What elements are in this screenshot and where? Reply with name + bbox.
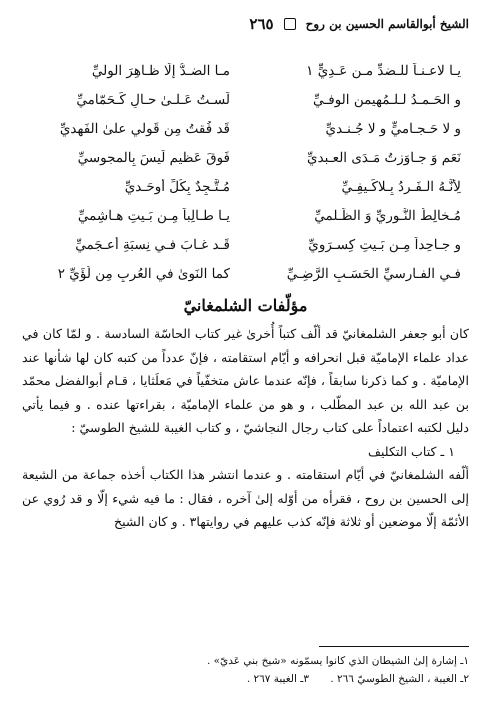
verse-second-hemistich: يـا طـالِباً مِـن بَـيتِ هـاشِميِّ bbox=[77, 207, 230, 224]
verse-first-hemistich: نَعَم وَ جـاوَزتُ مَـدَى العـبديِّ bbox=[307, 149, 461, 166]
footnote-text: ١ـ إشارة إلىٰ الشيطان الذي كانوا يسمّونه «شيخ بني عَديّ» . bbox=[206, 655, 469, 667]
section-heading: مؤلّفات الشلمغانيّ bbox=[183, 296, 308, 315]
subheading: ١ ـ كتاب التكليف bbox=[367, 443, 455, 459]
footnote-divider bbox=[319, 646, 469, 647]
footnote bbox=[22, 652, 469, 670]
footnote bbox=[22, 670, 469, 688]
footnote-text: ٣ـ الغيبة ٢٦٧ . bbox=[246, 673, 309, 685]
square-ornament-icon bbox=[284, 18, 296, 30]
verse-second-hemistich: لَسـتُ عَـلـىٰ حـالٍ كَـحَمّاميِّ bbox=[76, 91, 230, 108]
poem-line bbox=[30, 172, 461, 201]
verse-first-hemistich: و لا حَـجـاميٍّ و لا جُـنـديِّ bbox=[325, 120, 461, 137]
verse-first-hemistich: و جـاحِداً مِـن بَـيتِ كِسـرَويِّ bbox=[308, 236, 461, 253]
body-text bbox=[22, 322, 469, 534]
verse-second-hemistich: قَـد غـابَ فـي نِسبَةِ أعـجَميِّ bbox=[75, 236, 230, 253]
poem-line bbox=[30, 201, 461, 230]
poem-line bbox=[30, 114, 461, 143]
paragraph: ألّفه الشلمغانيّ في أيّام استقامته . و عندما انتشر هذا الكتاب أخذه جماعة من الشيعة إلى الحسين بن روح ، فقرأه من أوّله إلىٰ آخره ، فقال : ما فيه شيء إلّا و قد رُوي عن الأئمّة إلّا موضعين أو ثلاثة فإنّه كذب عليهم في روايتها٣ . و كان الشيخ bbox=[22, 467, 469, 529]
verse-second-hemistich: مـا الضـدُّ إلّا ظـاهِرَ الوليِّ bbox=[91, 62, 230, 79]
poem-line bbox=[30, 230, 461, 259]
poem-line bbox=[30, 259, 461, 288]
page-number: ٢٦٥ bbox=[249, 15, 274, 33]
verse-second-hemistich: كما النَوىٰ في العُربِ مِن لُؤَيِّ ٢ bbox=[57, 265, 230, 282]
verse-first-hemistich: و الحَـمـدُ لـلـمُهيمنِ الوفـيِّ bbox=[313, 91, 461, 108]
verse-second-hemistich: مُـتَّـجِدٌ بِكُلِّ أوحَـديِّ bbox=[124, 178, 230, 195]
verse-first-hemistich: مُـخالِطُ النُّـوريِّ وَ الظُّـلميِّ bbox=[314, 207, 461, 224]
poem-block bbox=[30, 56, 461, 288]
poem-line bbox=[30, 56, 461, 85]
poem-line bbox=[30, 143, 461, 172]
poem-line bbox=[30, 85, 461, 114]
verse-first-hemistich: لِأَنَّـهُ الـفَـردُ بِـلاكَـيفِـيِّ bbox=[341, 178, 461, 195]
verse-second-hemistich: فَوقَ عَظيمٍ لَيسَ بِالمجوسيِّ bbox=[77, 149, 230, 166]
running-header bbox=[20, 12, 469, 36]
header-title: الشيخ أبوالقاسم الحسين بن روح bbox=[305, 17, 469, 31]
verse-first-hemistich: يـا لاعـنـاً للـضدِّ مـن عَـدِيٍّ ١ bbox=[306, 62, 461, 79]
footnote-text: ٢ـ الغيبة ، الشيخ الطوسيّ ٢٦٦ . bbox=[330, 673, 469, 685]
verse-first-hemistich: فـي الفـارسيِّ الحَسَـبِ الرَّضِـيِّ bbox=[286, 265, 461, 282]
verse-second-hemistich: قَد فُقتُ مِن قَولي علىٰ الفَهديِّ bbox=[59, 120, 230, 137]
footnotes bbox=[22, 652, 469, 688]
paragraph: كان أبو جعفر الشلمغانيّ قد ألّف كتباً أُخرىٰ غير كتاب الحاسّة السادسة . و لمّا كان في عداد علماء الإماميّة قبل انحرافه و أيّام استقامته ، فإنّ عدداً من كتبه كان لها شأنها عند الإماميّة . و كما ذكرنا سابقاً ، فإنّه عندما عاش متخفّياً في مَعلَثايا ، قـام أبوالفضل محمّد بن عبد الله بن عبد المطّلب ، و هو من علماء الإماميّة ، بقراءتها عنده . و فيما يأتي دليل لكتبه اعتماداً على كتاب رجال النجاشيّ ، و كتاب الغيبة للشيخ الطوسيّ : bbox=[22, 326, 469, 435]
